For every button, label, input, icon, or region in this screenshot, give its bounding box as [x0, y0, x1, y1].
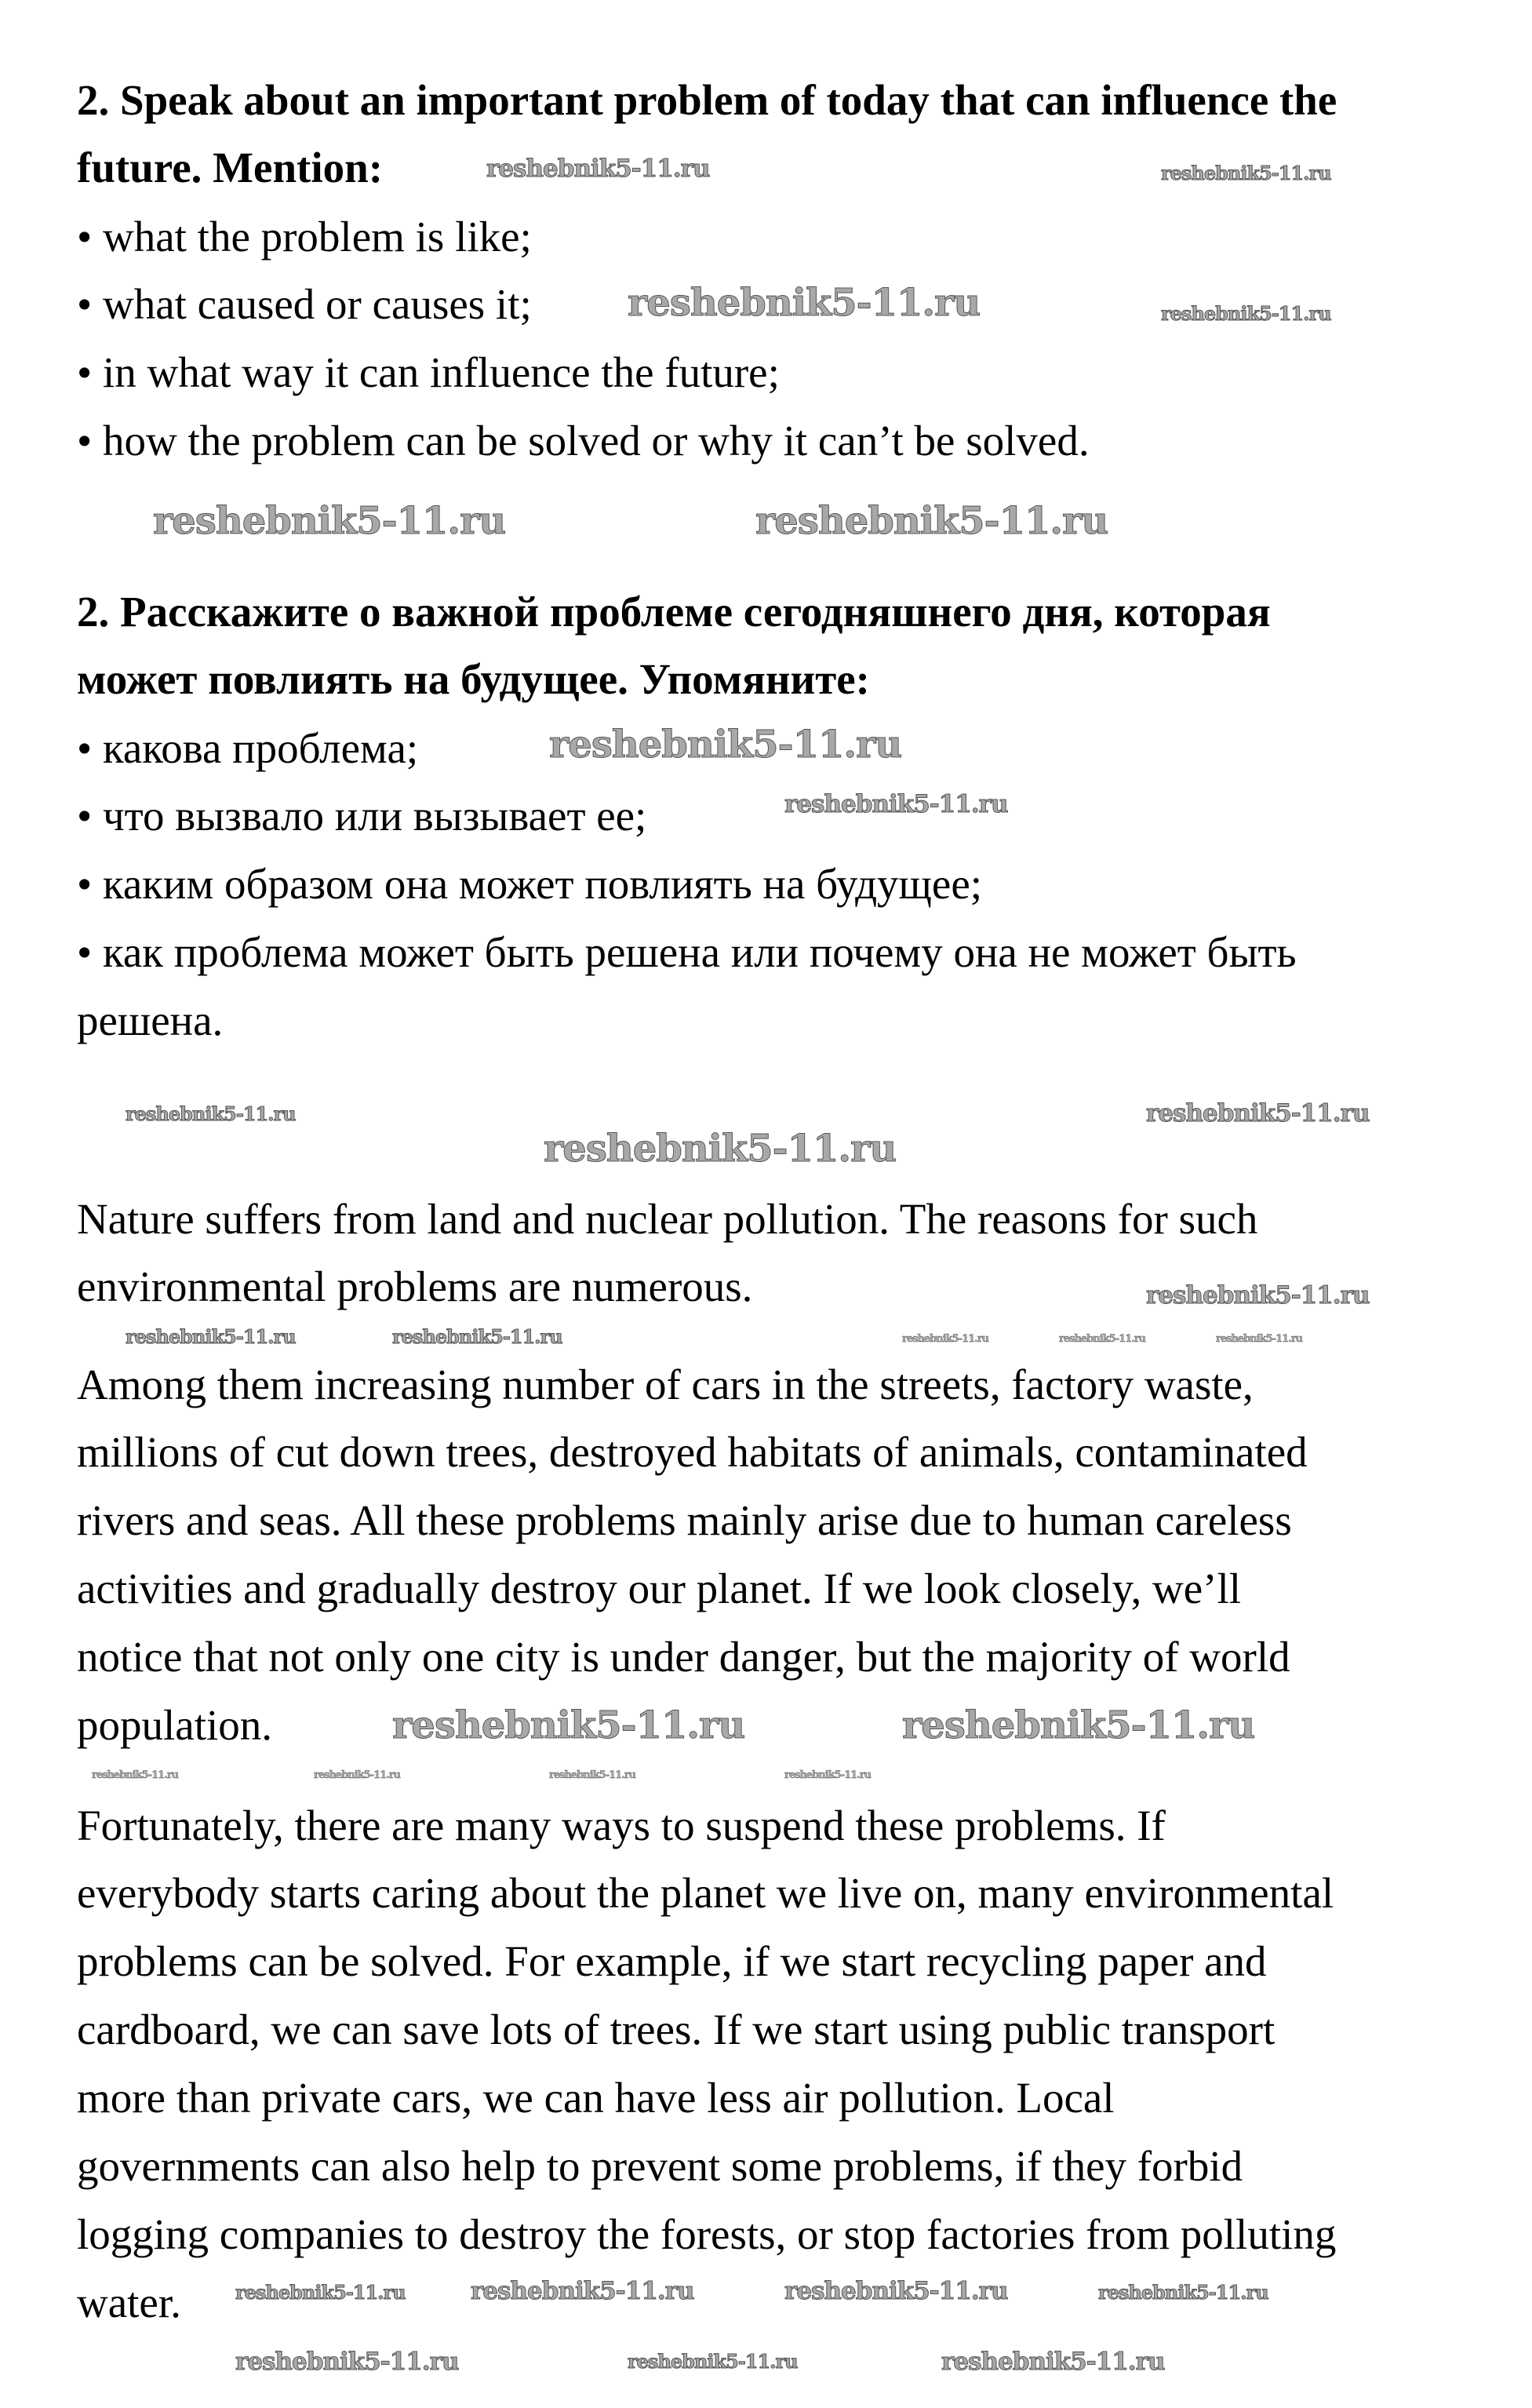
watermark: reshebnik5-11.ru [902, 1333, 989, 1345]
text-line: • что вызвало или вызывает ее; [77, 792, 647, 840]
watermark: reshebnik5-11.ru [784, 1769, 872, 1781]
watermark: reshebnik5-11.ru [941, 2348, 1165, 2376]
watermark: reshebnik5-11.ru [544, 1127, 897, 1171]
watermark: reshebnik5-11.ru [126, 1325, 296, 1348]
watermark: reshebnik5-11.ru [392, 1325, 562, 1348]
watermark: reshebnik5-11.ru [392, 1703, 745, 1747]
text-line: решена. [77, 996, 224, 1045]
watermark: reshebnik5-11.ru [755, 499, 1108, 543]
watermark: reshebnik5-11.ru [314, 1769, 401, 1781]
text-line: problems can be solved. For example, if we start recycling paper and [77, 1937, 1267, 1986]
watermark: reshebnik5-11.ru [549, 723, 902, 767]
watermark: reshebnik5-11.ru [784, 790, 1008, 818]
watermark: reshebnik5-11.ru [1146, 1099, 1370, 1127]
text-line: notice that not only one city is under danger, but the majority of world [77, 1633, 1290, 1681]
text-line: 2. Расскажите о важной проблеме сегодняшнего дня, которая [77, 587, 1271, 636]
text-line: Fortunately, there are many ways to suspend these problems. If [77, 1801, 1166, 1849]
text-line: logging companies to destroy the forests, or stop factories from polluting [77, 2209, 1337, 2258]
text-line: activities and gradually destroy our planet. If we look closely, we’ll [77, 1565, 1242, 1613]
watermark: reshebnik5-11.ru [1146, 1281, 1370, 1310]
watermark: reshebnik5-11.ru [1161, 162, 1331, 184]
watermark: reshebnik5-11.ru [92, 1769, 179, 1781]
watermark: reshebnik5-11.ru [486, 155, 710, 183]
watermark: reshebnik5-11.ru [153, 499, 506, 543]
text-line: water. [77, 2278, 181, 2326]
watermark: reshebnik5-11.ru [1098, 2281, 1268, 2304]
watermark: reshebnik5-11.ru [784, 2277, 1008, 2305]
text-line: population. [77, 1701, 273, 1749]
watermark: reshebnik5-11.ru [902, 1703, 1255, 1747]
watermark: reshebnik5-11.ru [126, 1102, 296, 1125]
watermark: reshebnik5-11.ru [628, 2350, 798, 2373]
watermark: reshebnik5-11.ru [235, 2281, 406, 2304]
text-line: • какова проблема; [77, 723, 419, 772]
watermark: reshebnik5-11.ru [1216, 1333, 1303, 1345]
text-line: millions of cut down trees, destroyed habitats of animals, contaminated [77, 1428, 1308, 1477]
watermark: reshebnik5-11.ru [471, 2277, 694, 2305]
watermark: reshebnik5-11.ru [549, 1769, 636, 1781]
watermark: reshebnik5-11.ru [1059, 1333, 1146, 1345]
text-line: more than private cars, we can have less air pollution. Local [77, 2074, 1115, 2122]
watermark: reshebnik5-11.ru [235, 2348, 459, 2376]
text-line: • in what way it can influence the future; [77, 348, 780, 397]
text-line: • каким образом она может повлиять на будущее; [77, 860, 983, 909]
text-line: cardboard, we can save lots of trees. If we start using public transport [77, 2005, 1275, 2054]
text-line: Among them increasing number of cars in the streets, factory waste, [77, 1360, 1254, 1408]
watermark: reshebnik5-11.ru [1161, 302, 1331, 325]
watermark: reshebnik5-11.ru [628, 281, 981, 325]
text-line: everybody starts caring about the planet we live on, many environmental [77, 1869, 1334, 1918]
text-line: rivers and seas. All these problems mainly arise due to human careless [77, 1496, 1292, 1545]
text-line: environmental problems are numerous. [77, 1262, 753, 1311]
text-line: • how the problem can be solved or why it can’t be solved. [77, 417, 1090, 465]
text-line: Nature suffers from land and nuclear pollution. The reasons for such [77, 1194, 1258, 1243]
text-line: governments can also help to prevent some problems, if they forbid [77, 2142, 1243, 2190]
text-line: • what caused or causes it; [77, 280, 532, 329]
text-line: future. Mention: [77, 144, 384, 192]
text-line: • what the problem is like; [77, 212, 532, 260]
text-line: 2. Speak about an important problem of today that can influence the [77, 75, 1337, 124]
text-line: • как проблема может быть решена или почему она не может быть [77, 928, 1297, 977]
text-line: может повлиять на будущее. Упомяните: [77, 655, 870, 704]
